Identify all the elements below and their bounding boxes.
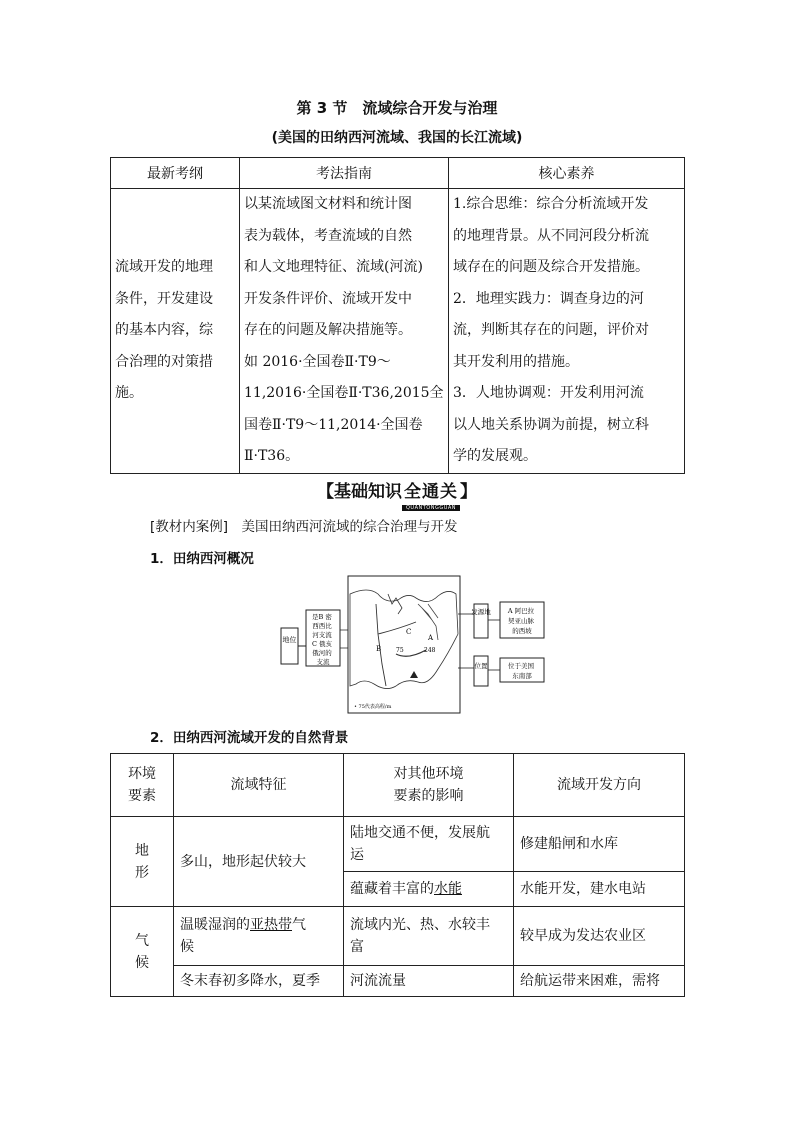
map-label-a: A [428, 634, 434, 642]
header-feature: 流域特征 [174, 754, 344, 817]
location-detail: 位于美国 东南部 [507, 662, 534, 680]
section-heading-background: 2．田纳西河流域开发的自然背景 [150, 730, 349, 746]
table-row [111, 966, 685, 997]
terrain-label [111, 817, 174, 907]
header-method: 考法指南 [240, 158, 449, 189]
table-row [111, 189, 685, 474]
method-line: 如 2016·全国卷Ⅱ·T9～ [244, 353, 391, 370]
header-effect-line: 要素的影响 [393, 788, 464, 804]
header-outline: 最新考纲 [111, 158, 240, 189]
method-cell [240, 189, 449, 474]
terrain-effect-2-underline: 水能 [434, 881, 462, 897]
climate-feature-1 [174, 907, 344, 966]
terrain-direction-1: 修建船闸和水库 [514, 817, 685, 872]
location-label: 位置 [474, 662, 488, 670]
tributary-text: 是B 密 西西比 河支流 C 俄亥 俄河的 支流 [311, 613, 332, 666]
section-heading-overview: 1．田纳西河概况 [150, 551, 254, 567]
header-direction: 流域开发方向 [514, 754, 685, 817]
climate-feature-1-text: 温暖湿润的 [180, 917, 250, 933]
table-row [111, 907, 685, 966]
literacy-line: 学的发展观。 [453, 448, 537, 464]
terrain-effect-line: 陆地交通不便，发展航 [350, 825, 490, 841]
banner-main: 基础知识 [334, 482, 402, 502]
map-label-c: C [406, 628, 412, 636]
method-line: 国卷Ⅱ·T9～11,2014·全国卷 [244, 416, 423, 433]
climate-feature-2: 冬末春初多降水，夏季 [174, 966, 344, 997]
outline-line: 合治理的对策措 [115, 353, 213, 370]
banner-open: 【 [317, 482, 334, 502]
terrain-effect-2-text: 蕴藏着丰富的 [350, 881, 434, 897]
table-header-row [111, 158, 685, 189]
literacy-line: 的地理背景。从不同河段分析流 [453, 227, 649, 244]
header-effect-line: 对其他环境 [393, 766, 464, 782]
tennessee-river-diagram [278, 574, 588, 716]
outline-cell [111, 189, 240, 474]
climate-feature-1-post: 气 [292, 917, 306, 933]
literacy-cell [449, 189, 685, 474]
banner-quan [402, 477, 460, 511]
banner-quan-text: 全通关 [404, 482, 458, 502]
header-element-line: 要素 [128, 788, 156, 804]
method-line: Ⅱ·T36。 [244, 448, 300, 464]
outline-line: 流域开发的地理 [115, 259, 213, 275]
map-label-b: B [376, 645, 382, 653]
header-effect [344, 754, 514, 817]
source-label: 发源地 [471, 608, 491, 616]
method-line: 11,2016·全国卷Ⅱ·T36,2015全 [244, 385, 444, 401]
page-subtitle: (美国的田纳西河流域、我国的长江流域) [271, 130, 523, 146]
map-caption: • 75代表高程/m [354, 704, 392, 710]
location-box [474, 656, 488, 686]
page-title: 第 3 节 流域综合开发与治理 [296, 99, 498, 117]
terrain-label-char: 地 [135, 842, 149, 859]
climate-feature-1-line: 候 [180, 939, 194, 955]
literacy-line: 其开发利用的措施。 [453, 353, 579, 370]
climate-label [111, 907, 174, 997]
source-detail: A 阿巴拉 契亚山脉 的西坡 [507, 607, 535, 635]
outline-line: 条件，开发建设 [115, 290, 213, 307]
table-row [111, 817, 685, 872]
position-label [283, 635, 297, 644]
terrain-effect-1 [344, 817, 514, 872]
literacy-line: 3．人地协调观：开发利用河流 [453, 385, 644, 401]
climate-label-char: 气 [135, 932, 149, 949]
map-label-75: 75 [396, 647, 404, 654]
climate-direction-1: 较早成为发达农业区 [514, 907, 685, 966]
method-line: 存在的问题及解决措施等。 [244, 322, 412, 338]
banner-pinyin: QUANTONGGUAN [402, 505, 460, 511]
terrain-effect-2 [344, 872, 514, 907]
climate-direction-2: 给航运带来困难，需将 [514, 966, 685, 997]
climate-feature-1-underline: 亚热带 [250, 917, 292, 933]
terrain-direction-2: 水能开发，建水电站 [514, 872, 685, 907]
position-box [281, 628, 298, 664]
header-element-line: 环境 [128, 766, 156, 782]
header-element [111, 754, 174, 817]
terrain-label-char: 形 [135, 864, 149, 881]
natural-background-table [110, 753, 685, 997]
terrain-feature: 多山，地形起伏较大 [174, 817, 344, 907]
map-label-248: 248 [424, 647, 436, 654]
position-label-text: 地位 [282, 636, 297, 644]
literacy-line: 以人地关系协调为前提，树立科 [453, 416, 649, 433]
case-title: [教材内案例] 美国田纳西河流域的综合治理与开发 [150, 519, 458, 535]
climate-effect-1 [344, 907, 514, 966]
table-header-row [111, 754, 685, 817]
literacy-line: 流，判断其存在的问题，评价对 [453, 322, 649, 338]
header-literacy: 核心素养 [449, 158, 685, 189]
climate-effect-line: 流域内光、热、水较丰 [350, 917, 490, 933]
method-line: 和人文地理特征、流域(河流) [244, 259, 423, 275]
climate-effect-line: 富 [350, 939, 364, 955]
method-line: 表为载体，考查流域的自然 [244, 227, 412, 244]
climate-label-char: 候 [135, 954, 149, 971]
banner-close: 】 [460, 482, 477, 502]
method-line: 开发条件评价、流域开发中 [244, 290, 412, 307]
section-banner [0, 477, 794, 511]
climate-effect-2: 河流流量 [344, 966, 514, 997]
literacy-line: 域存在的问题及综合开发措施。 [453, 259, 649, 275]
outline-line: 的基本内容，综 [115, 322, 213, 338]
climate-feature-1-line [180, 914, 337, 936]
literacy-line: 2．地理实践力：调查身边的河 [453, 290, 644, 307]
literacy-line: 1.综合思维：综合分析流域开发 [453, 196, 649, 212]
outline-line: 施。 [115, 385, 143, 401]
exam-outline-table [110, 157, 685, 474]
terrain-effect-line: 运 [350, 847, 364, 863]
method-line: 以某流域图文材料和统计图 [244, 196, 412, 212]
